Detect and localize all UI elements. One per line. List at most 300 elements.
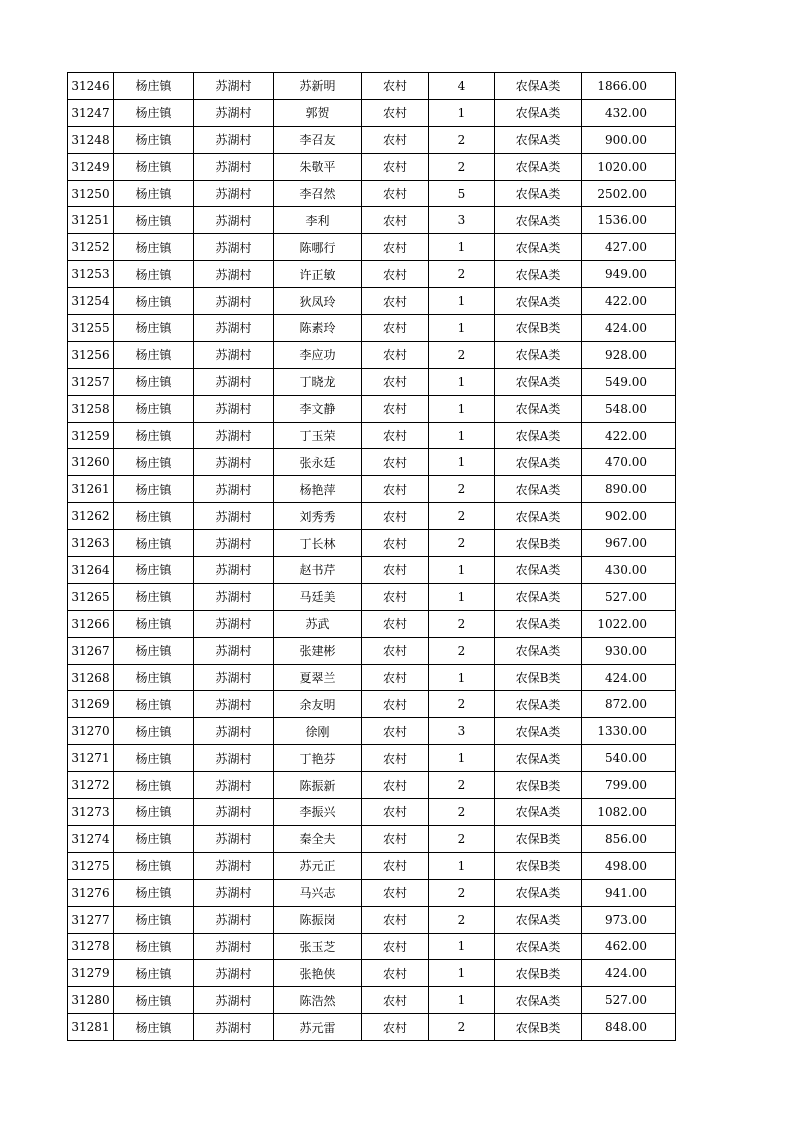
town-cell: 杨庄镇: [114, 126, 194, 153]
town-cell: 杨庄镇: [114, 772, 194, 799]
insurance-category-cell: 农保A类: [495, 718, 582, 745]
village-cell: 苏湖村: [194, 180, 274, 207]
area-type-cell: 农村: [362, 261, 429, 288]
table-row: [68, 368, 676, 395]
name-cell: 徐刚: [274, 718, 362, 745]
household-count-cell: 1: [429, 557, 495, 584]
table-row: [68, 99, 676, 126]
amount-cell: 427.00: [582, 234, 676, 261]
name-cell: 陈振新: [274, 772, 362, 799]
insurance-category-cell: 农保A类: [495, 180, 582, 207]
household-count-cell: 2: [429, 530, 495, 557]
insurance-category-cell: 农保B类: [495, 772, 582, 799]
record-number-cell: 31279: [68, 960, 114, 987]
insurance-category-cell: 农保A类: [495, 341, 582, 368]
amount-cell: 900.00: [582, 126, 676, 153]
record-number-cell: 31252: [68, 234, 114, 261]
amount-cell: 540.00: [582, 745, 676, 772]
household-count-cell: 1: [429, 99, 495, 126]
name-cell: 马廷美: [274, 583, 362, 610]
village-cell: 苏湖村: [194, 933, 274, 960]
area-type-cell: 农村: [362, 987, 429, 1014]
area-type-cell: 农村: [362, 476, 429, 503]
village-cell: 苏湖村: [194, 1014, 274, 1041]
amount-cell: 848.00: [582, 1014, 676, 1041]
amount-cell: 799.00: [582, 772, 676, 799]
insurance-category-cell: 农保A类: [495, 234, 582, 261]
amount-cell: 967.00: [582, 530, 676, 557]
record-number-cell: 31280: [68, 987, 114, 1014]
household-count-cell: 3: [429, 718, 495, 745]
record-number-cell: 31268: [68, 664, 114, 691]
village-cell: 苏湖村: [194, 691, 274, 718]
insurance-category-cell: 农保A类: [495, 153, 582, 180]
name-cell: 李利: [274, 207, 362, 234]
town-cell: 杨庄镇: [114, 799, 194, 826]
insurance-category-cell: 农保A类: [495, 73, 582, 100]
area-type-cell: 农村: [362, 557, 429, 584]
area-type-cell: 农村: [362, 691, 429, 718]
record-number-cell: 31275: [68, 852, 114, 879]
town-cell: 杨庄镇: [114, 180, 194, 207]
name-cell: 郭贺: [274, 99, 362, 126]
amount-cell: 424.00: [582, 960, 676, 987]
amount-cell: 949.00: [582, 261, 676, 288]
village-cell: 苏湖村: [194, 153, 274, 180]
town-cell: 杨庄镇: [114, 476, 194, 503]
area-type-cell: 农村: [362, 99, 429, 126]
town-cell: 杨庄镇: [114, 664, 194, 691]
amount-cell: 1082.00: [582, 799, 676, 826]
insurance-category-cell: 农保A类: [495, 745, 582, 772]
name-cell: 秦全夫: [274, 825, 362, 852]
household-count-cell: 2: [429, 879, 495, 906]
table-row: [68, 583, 676, 610]
name-cell: 苏元雷: [274, 1014, 362, 1041]
name-cell: 许正敏: [274, 261, 362, 288]
household-count-cell: 2: [429, 1014, 495, 1041]
name-cell: 赵书芹: [274, 557, 362, 584]
town-cell: 杨庄镇: [114, 879, 194, 906]
name-cell: 陈素玲: [274, 315, 362, 342]
town-cell: 杨庄镇: [114, 610, 194, 637]
amount-cell: 1536.00: [582, 207, 676, 234]
area-type-cell: 农村: [362, 153, 429, 180]
name-cell: 丁艳芬: [274, 745, 362, 772]
table-row: [68, 395, 676, 422]
name-cell: 陈哪行: [274, 234, 362, 261]
village-cell: 苏湖村: [194, 449, 274, 476]
village-cell: 苏湖村: [194, 73, 274, 100]
amount-cell: 498.00: [582, 852, 676, 879]
name-cell: 张永廷: [274, 449, 362, 476]
household-count-cell: 2: [429, 610, 495, 637]
table-row: [68, 126, 676, 153]
insurance-category-cell: 农保A类: [495, 422, 582, 449]
amount-cell: 424.00: [582, 315, 676, 342]
household-count-cell: 2: [429, 503, 495, 530]
insurance-category-cell: 农保A类: [495, 933, 582, 960]
village-cell: 苏湖村: [194, 637, 274, 664]
table-row: [68, 261, 676, 288]
amount-cell: 1330.00: [582, 718, 676, 745]
table-row: [68, 664, 676, 691]
insurance-category-cell: 农保A类: [495, 637, 582, 664]
insurance-category-cell: 农保A类: [495, 799, 582, 826]
amount-cell: 890.00: [582, 476, 676, 503]
record-number-cell: 31250: [68, 180, 114, 207]
table-row: [68, 879, 676, 906]
area-type-cell: 农村: [362, 503, 429, 530]
table-row: [68, 449, 676, 476]
name-cell: 苏新明: [274, 73, 362, 100]
household-count-cell: 1: [429, 368, 495, 395]
household-count-cell: 1: [429, 422, 495, 449]
table-body: [68, 73, 676, 1041]
name-cell: 苏武: [274, 610, 362, 637]
name-cell: 张艳侠: [274, 960, 362, 987]
insurance-category-cell: 农保A类: [495, 476, 582, 503]
area-type-cell: 农村: [362, 906, 429, 933]
household-count-cell: 4: [429, 73, 495, 100]
household-count-cell: 1: [429, 234, 495, 261]
town-cell: 杨庄镇: [114, 906, 194, 933]
record-number-cell: 31281: [68, 1014, 114, 1041]
household-count-cell: 3: [429, 207, 495, 234]
town-cell: 杨庄镇: [114, 422, 194, 449]
name-cell: 李应功: [274, 341, 362, 368]
household-count-cell: 2: [429, 261, 495, 288]
town-cell: 杨庄镇: [114, 503, 194, 530]
table-row: [68, 315, 676, 342]
area-type-cell: 农村: [362, 933, 429, 960]
village-cell: 苏湖村: [194, 772, 274, 799]
household-count-cell: 1: [429, 852, 495, 879]
amount-cell: 432.00: [582, 99, 676, 126]
town-cell: 杨庄镇: [114, 341, 194, 368]
town-cell: 杨庄镇: [114, 315, 194, 342]
table-row: [68, 288, 676, 315]
table-row: [68, 422, 676, 449]
town-cell: 杨庄镇: [114, 987, 194, 1014]
area-type-cell: 农村: [362, 341, 429, 368]
village-cell: 苏湖村: [194, 987, 274, 1014]
table-row: [68, 341, 676, 368]
town-cell: 杨庄镇: [114, 261, 194, 288]
record-number-cell: 31261: [68, 476, 114, 503]
table-row: [68, 1014, 676, 1041]
table-row: [68, 799, 676, 826]
village-cell: 苏湖村: [194, 799, 274, 826]
record-number-cell: 31251: [68, 207, 114, 234]
household-count-cell: 1: [429, 315, 495, 342]
household-count-cell: 1: [429, 288, 495, 315]
area-type-cell: 农村: [362, 718, 429, 745]
village-cell: 苏湖村: [194, 503, 274, 530]
name-cell: 杨艳萍: [274, 476, 362, 503]
record-number-cell: 31259: [68, 422, 114, 449]
record-number-cell: 31264: [68, 557, 114, 584]
area-type-cell: 农村: [362, 422, 429, 449]
record-number-cell: 31263: [68, 530, 114, 557]
record-number-cell: 31249: [68, 153, 114, 180]
village-cell: 苏湖村: [194, 126, 274, 153]
area-type-cell: 农村: [362, 583, 429, 610]
amount-cell: 548.00: [582, 395, 676, 422]
town-cell: 杨庄镇: [114, 557, 194, 584]
record-number-cell: 31255: [68, 315, 114, 342]
name-cell: 张玉芝: [274, 933, 362, 960]
household-count-cell: 2: [429, 153, 495, 180]
insurance-category-cell: 农保A类: [495, 583, 582, 610]
town-cell: 杨庄镇: [114, 745, 194, 772]
amount-cell: 470.00: [582, 449, 676, 476]
insurance-category-cell: 农保A类: [495, 368, 582, 395]
name-cell: 夏翠兰: [274, 664, 362, 691]
area-type-cell: 农村: [362, 772, 429, 799]
town-cell: 杨庄镇: [114, 449, 194, 476]
name-cell: 李召友: [274, 126, 362, 153]
town-cell: 杨庄镇: [114, 395, 194, 422]
village-cell: 苏湖村: [194, 745, 274, 772]
area-type-cell: 农村: [362, 234, 429, 261]
household-count-cell: 1: [429, 933, 495, 960]
village-cell: 苏湖村: [194, 261, 274, 288]
village-cell: 苏湖村: [194, 557, 274, 584]
record-number-cell: 31248: [68, 126, 114, 153]
town-cell: 杨庄镇: [114, 530, 194, 557]
record-number-cell: 31258: [68, 395, 114, 422]
table-row: [68, 691, 676, 718]
table-row: [68, 852, 676, 879]
amount-cell: 856.00: [582, 825, 676, 852]
name-cell: 李文静: [274, 395, 362, 422]
area-type-cell: 农村: [362, 288, 429, 315]
area-type-cell: 农村: [362, 395, 429, 422]
record-number-cell: 31247: [68, 99, 114, 126]
table-row: [68, 153, 676, 180]
name-cell: 李振兴: [274, 799, 362, 826]
village-cell: 苏湖村: [194, 207, 274, 234]
amount-cell: 973.00: [582, 906, 676, 933]
town-cell: 杨庄镇: [114, 99, 194, 126]
record-number-cell: 31273: [68, 799, 114, 826]
record-number-cell: 31266: [68, 610, 114, 637]
area-type-cell: 农村: [362, 664, 429, 691]
insurance-category-cell: 农保A类: [495, 99, 582, 126]
village-cell: 苏湖村: [194, 825, 274, 852]
area-type-cell: 农村: [362, 180, 429, 207]
town-cell: 杨庄镇: [114, 825, 194, 852]
table-row: [68, 610, 676, 637]
household-count-cell: 1: [429, 449, 495, 476]
name-cell: 陈振岗: [274, 906, 362, 933]
table-row: [68, 960, 676, 987]
village-cell: 苏湖村: [194, 530, 274, 557]
household-count-cell: 1: [429, 664, 495, 691]
table-row: [68, 987, 676, 1014]
insurance-category-cell: 农保B类: [495, 852, 582, 879]
insurance-category-cell: 农保A类: [495, 449, 582, 476]
household-count-cell: 2: [429, 772, 495, 799]
amount-cell: 930.00: [582, 637, 676, 664]
name-cell: 陈浩然: [274, 987, 362, 1014]
amount-cell: 1866.00: [582, 73, 676, 100]
amount-cell: 941.00: [582, 879, 676, 906]
amount-cell: 549.00: [582, 368, 676, 395]
amount-cell: 462.00: [582, 933, 676, 960]
amount-cell: 2502.00: [582, 180, 676, 207]
town-cell: 杨庄镇: [114, 637, 194, 664]
name-cell: 狄凤玲: [274, 288, 362, 315]
name-cell: 丁晓龙: [274, 368, 362, 395]
household-count-cell: 1: [429, 583, 495, 610]
household-count-cell: 2: [429, 341, 495, 368]
insurance-category-cell: 农保A类: [495, 395, 582, 422]
insurance-category-cell: 农保A类: [495, 261, 582, 288]
record-number-cell: 31254: [68, 288, 114, 315]
table-row: [68, 906, 676, 933]
insurance-category-cell: 农保A类: [495, 288, 582, 315]
table-row: [68, 180, 676, 207]
town-cell: 杨庄镇: [114, 960, 194, 987]
household-count-cell: 2: [429, 637, 495, 664]
household-count-cell: 2: [429, 476, 495, 503]
table-row: [68, 476, 676, 503]
household-count-cell: 1: [429, 745, 495, 772]
town-cell: 杨庄镇: [114, 207, 194, 234]
town-cell: 杨庄镇: [114, 1014, 194, 1041]
household-count-cell: 1: [429, 987, 495, 1014]
area-type-cell: 农村: [362, 207, 429, 234]
town-cell: 杨庄镇: [114, 153, 194, 180]
table-row: [68, 557, 676, 584]
town-cell: 杨庄镇: [114, 73, 194, 100]
insurance-category-cell: 农保A类: [495, 126, 582, 153]
village-cell: 苏湖村: [194, 583, 274, 610]
table-row: [68, 718, 676, 745]
town-cell: 杨庄镇: [114, 718, 194, 745]
insurance-category-cell: 农保A类: [495, 987, 582, 1014]
record-number-cell: 31278: [68, 933, 114, 960]
household-count-cell: 1: [429, 960, 495, 987]
insurance-category-cell: 农保A类: [495, 557, 582, 584]
village-cell: 苏湖村: [194, 718, 274, 745]
name-cell: 苏元正: [274, 852, 362, 879]
insurance-category-cell: 农保B类: [495, 825, 582, 852]
name-cell: 马兴志: [274, 879, 362, 906]
table-row: [68, 933, 676, 960]
amount-cell: 527.00: [582, 583, 676, 610]
name-cell: 丁玉荣: [274, 422, 362, 449]
amount-cell: 430.00: [582, 557, 676, 584]
name-cell: 李召然: [274, 180, 362, 207]
amount-cell: 527.00: [582, 987, 676, 1014]
insurance-category-cell: 农保A类: [495, 207, 582, 234]
village-cell: 苏湖村: [194, 341, 274, 368]
town-cell: 杨庄镇: [114, 368, 194, 395]
area-type-cell: 农村: [362, 1014, 429, 1041]
amount-cell: 422.00: [582, 422, 676, 449]
area-type-cell: 农村: [362, 745, 429, 772]
village-cell: 苏湖村: [194, 234, 274, 261]
record-number-cell: 31253: [68, 261, 114, 288]
amount-cell: 872.00: [582, 691, 676, 718]
area-type-cell: 农村: [362, 879, 429, 906]
village-cell: 苏湖村: [194, 476, 274, 503]
town-cell: 杨庄镇: [114, 288, 194, 315]
area-type-cell: 农村: [362, 368, 429, 395]
amount-cell: 1022.00: [582, 610, 676, 637]
record-number-cell: 31271: [68, 745, 114, 772]
record-number-cell: 31277: [68, 906, 114, 933]
town-cell: 杨庄镇: [114, 933, 194, 960]
table-row: [68, 637, 676, 664]
name-cell: 丁长林: [274, 530, 362, 557]
insurance-category-cell: 农保B类: [495, 315, 582, 342]
household-count-cell: 1: [429, 395, 495, 422]
village-cell: 苏湖村: [194, 852, 274, 879]
records-table: [67, 72, 676, 1041]
area-type-cell: 农村: [362, 637, 429, 664]
insurance-category-cell: 农保A类: [495, 610, 582, 637]
table-row: [68, 772, 676, 799]
name-cell: 刘秀秀: [274, 503, 362, 530]
village-cell: 苏湖村: [194, 99, 274, 126]
village-cell: 苏湖村: [194, 422, 274, 449]
record-number-cell: 31257: [68, 368, 114, 395]
town-cell: 杨庄镇: [114, 234, 194, 261]
amount-cell: 928.00: [582, 341, 676, 368]
village-cell: 苏湖村: [194, 610, 274, 637]
area-type-cell: 农村: [362, 610, 429, 637]
area-type-cell: 农村: [362, 799, 429, 826]
record-number-cell: 31267: [68, 637, 114, 664]
household-count-cell: 2: [429, 691, 495, 718]
amount-cell: 422.00: [582, 288, 676, 315]
village-cell: 苏湖村: [194, 879, 274, 906]
household-count-cell: 2: [429, 906, 495, 933]
table-row: [68, 73, 676, 100]
record-number-cell: 31246: [68, 73, 114, 100]
record-number-cell: 31256: [68, 341, 114, 368]
record-number-cell: 31274: [68, 825, 114, 852]
name-cell: 朱敬平: [274, 153, 362, 180]
area-type-cell: 农村: [362, 73, 429, 100]
record-number-cell: 31270: [68, 718, 114, 745]
table-row: [68, 234, 676, 261]
name-cell: 张建彬: [274, 637, 362, 664]
record-number-cell: 31262: [68, 503, 114, 530]
area-type-cell: 农村: [362, 449, 429, 476]
insurance-category-cell: 农保A类: [495, 879, 582, 906]
household-count-cell: 2: [429, 825, 495, 852]
area-type-cell: 农村: [362, 126, 429, 153]
village-cell: 苏湖村: [194, 664, 274, 691]
table-row: [68, 745, 676, 772]
record-number-cell: 31269: [68, 691, 114, 718]
insurance-category-cell: 农保B类: [495, 960, 582, 987]
table-row: [68, 825, 676, 852]
record-number-cell: 31272: [68, 772, 114, 799]
amount-cell: 424.00: [582, 664, 676, 691]
area-type-cell: 农村: [362, 960, 429, 987]
area-type-cell: 农村: [362, 825, 429, 852]
record-number-cell: 31276: [68, 879, 114, 906]
name-cell: 余友明: [274, 691, 362, 718]
table-row: [68, 207, 676, 234]
village-cell: 苏湖村: [194, 906, 274, 933]
